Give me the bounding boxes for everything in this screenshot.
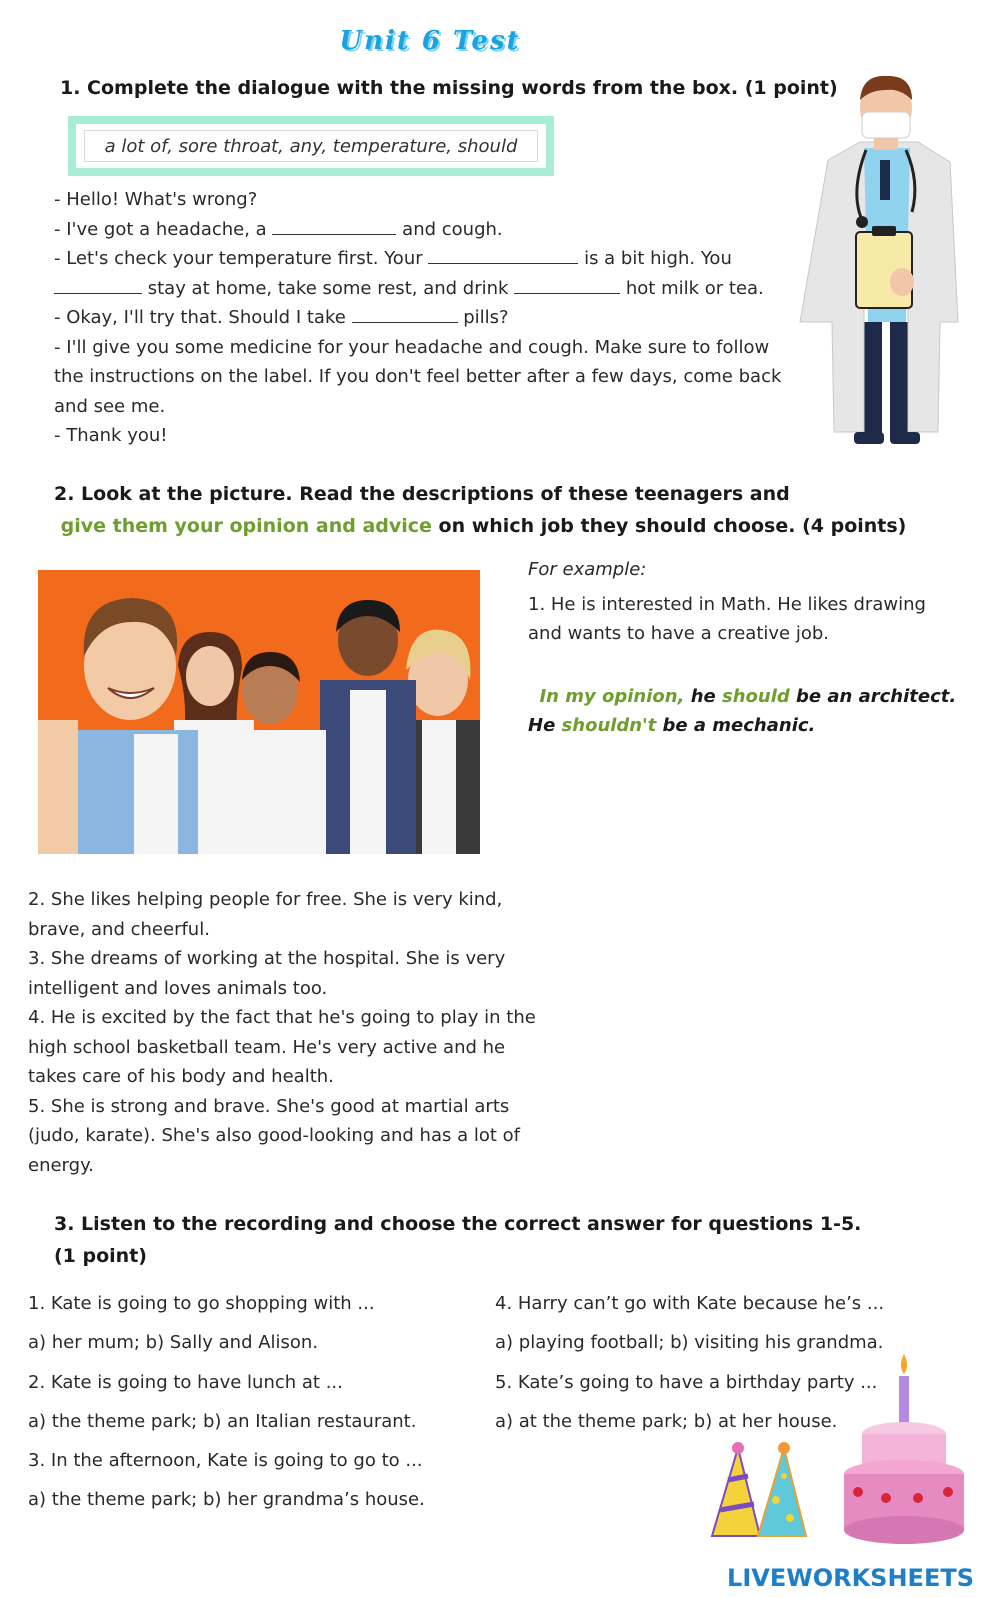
example-label: For example:	[528, 559, 647, 580]
description-line: high school basketball team. He's very active and he	[28, 1036, 506, 1058]
example-answer-line-1: In my opinion, he should be an architect.	[539, 685, 957, 707]
section1-heading: 1. Complete the dialogue with the missing words from the box. (1 point)	[60, 77, 838, 99]
page-title: Unit 6 Test	[339, 26, 521, 56]
party-hats-icon	[700, 1440, 820, 1540]
question-5: 5. Kate’s going to have a birthday party ...	[495, 1371, 878, 1393]
question-5-options[interactable]: a) at the theme park; b) at her house.	[495, 1410, 838, 1432]
word-box-text: a lot of, sore throat, any, temperature, should	[84, 130, 538, 162]
teenagers-photo	[38, 570, 480, 854]
dialogue-line-2: - I've got a headache, a and cough.	[54, 215, 794, 245]
question-3: 3. In the afternoon, Kate is going to go to ...	[28, 1450, 423, 1472]
description-line: (judo, karate). She's also good-looking and has a lot of	[28, 1125, 520, 1146]
example-answer-line-2: He shouldn't be a mechanic.	[528, 715, 816, 736]
question-3-options[interactable]: a) the theme park; b) her grandma’s house.	[28, 1489, 425, 1511]
question-1: 1. Kate is going to go shopping with ...	[28, 1293, 375, 1314]
question-2: 2. Kate is going to have lunch at ...	[28, 1371, 343, 1393]
section3-heading: 3. Listen to the recording and choose the correct answer for questions 1-5. (1 point)	[54, 1213, 862, 1267]
question-4-options[interactable]: a) playing football; b) visiting his grandma.	[495, 1332, 884, 1354]
description-line: 3. She dreams of working at the hospital. She is very	[28, 948, 506, 969]
dialogue-line-8: and see me.	[54, 395, 166, 417]
answer-blank-5[interactable]	[352, 304, 458, 323]
descriptions-list	[28, 885, 548, 1180]
section2-heading-highlight: give them your opinion and advice	[60, 515, 432, 537]
doctor-illustration	[790, 72, 970, 450]
description-line: 5. She is strong and brave. She's good at martial arts	[28, 1095, 510, 1117]
listening-questions-left	[28, 1284, 488, 1520]
example-description-line-2: and wants to have a creative job.	[528, 623, 830, 644]
description-line: energy.	[28, 1154, 94, 1176]
answer-blank-3[interactable]	[54, 275, 142, 294]
dialogue	[54, 185, 794, 451]
description-line: 2. She likes helping people for free. She is very kind,	[28, 889, 503, 910]
section2-heading: 2. Look at the picture. Read the descriptions of these teenagers and give them your opinion and advice on which job they should choose. (4 points)	[54, 483, 907, 537]
dialogue-line-7: the instructions on the label. If you don't feel better after a few days, come back	[54, 366, 782, 387]
description-line: intelligent and loves animals too.	[28, 977, 328, 999]
word-box	[68, 116, 554, 176]
dialogue-line-4: stay at home, take some rest, and drink hot milk or tea.	[54, 274, 794, 304]
answer-blank-1[interactable]	[272, 216, 396, 235]
dialogue-line-3: - Let's check your temperature first. Your is a bit high. You	[54, 244, 794, 274]
description-line: brave, and cheerful.	[28, 918, 210, 940]
question-1-options[interactable]: a) her mum; b) Sally and Alison.	[28, 1332, 319, 1354]
answer-blank-4[interactable]	[514, 275, 620, 294]
description-line: 4. He is excited by the fact that he's going to play in the	[28, 1007, 536, 1028]
birthday-cake-icon	[828, 1352, 988, 1552]
example-description-line-1: 1. He is interested in Math. He likes drawing	[528, 593, 926, 615]
dialogue-line-1: - Hello! What's wrong?	[54, 189, 258, 210]
answer-blank-2[interactable]	[428, 245, 578, 264]
description-line: takes care of his body and health.	[28, 1066, 334, 1087]
liveworksheets-logo: LIVEWORKSHEETS	[727, 1564, 974, 1592]
question-4: 4. Harry can’t go with Kate because he’s ...	[495, 1293, 885, 1314]
example-block	[528, 555, 968, 741]
dialogue-line-5: - Okay, I'll try that. Should I take pills?	[54, 303, 794, 333]
question-2-options[interactable]: a) the theme park; b) an Italian restaurant.	[28, 1410, 417, 1432]
dialogue-line-6: - I'll give you some medicine for your headache and cough. Make sure to follow	[54, 336, 770, 358]
dialogue-line-9: - Thank you!	[54, 425, 168, 446]
